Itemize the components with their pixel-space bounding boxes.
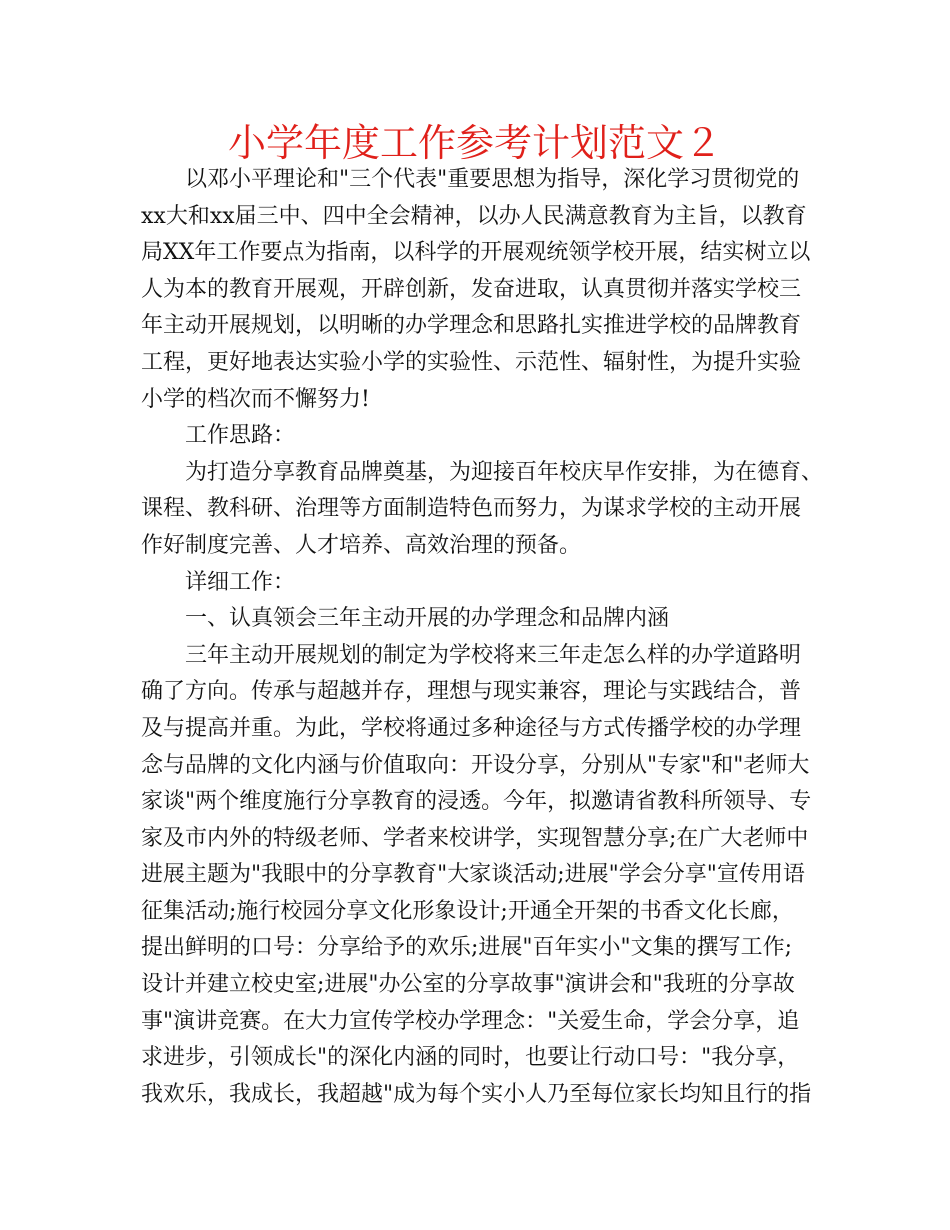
paragraph — [141, 162, 821, 418]
paragraph-line: 小学的档次而不懈努力! — [141, 386, 370, 412]
paragraph-line: 为打造分享教育品牌奠基，为迎接百年校庆早作安排，为在德育、 — [185, 459, 824, 485]
paragraph-line: 工程，更好地表达实验小学的实验性、示范性、辐射性，为提升实验 — [141, 349, 802, 375]
paragraph — [141, 418, 821, 455]
paragraph-line: 念与品牌的文化内涵与价值取向：开设分享，分别从"专家"和"老师大 — [141, 752, 810, 778]
paragraph-line: 求进步，引领成长"的深化内涵的同时，也要让行动口号："我分享， — [141, 1045, 800, 1071]
paragraph-line: 家及市内外的特级老师、学者来校讲学，实现智慧分享;在广大老师中 — [141, 825, 809, 851]
paragraph-line: 三年主动开展规划的制定为学校将来三年走怎么样的办学道路明 — [185, 642, 802, 668]
paragraph-line: 提出鲜明的口号：分享给予的欢乐;进展"百年实小"文集的撰写工作; — [141, 935, 793, 961]
paragraph-line: 确了方向。传承与超越并存，理想与现实兼容，理论与实践结合，普 — [141, 679, 802, 705]
paragraph-line: 一、认真领会三年主动开展的办学理念和品牌内涵 — [185, 606, 670, 632]
paragraph-line: 我欢乐，我成长，我超越"成为每个实小人乃至每位家长均知且行的指 — [141, 1081, 812, 1107]
paragraph — [141, 601, 821, 638]
paragraph-line: 征集活动;施行校园分享文化形象设计;开通全开架的书香文化长廊， — [141, 898, 794, 924]
paragraph-line: xx大和xx届三中、四中全会精神，以办人民满意教育为主旨，以教育 — [141, 203, 807, 229]
paragraph-line: 设计并建立校史室;进展"办公室的分享故事"演讲会和"我班的分享故 — [141, 972, 795, 998]
paragraph-line: 年主动开展规划，以明晰的办学理念和思路扎实推进学校的品牌教育 — [141, 313, 802, 339]
paragraph-line: 作好制度完善、人才培养、高效治理的预备。 — [141, 532, 582, 558]
paragraph-line: 课程、教科研、治理等方面制造特色而努力，为谋求学校的主动开展 — [141, 496, 802, 522]
paragraph-line: 事"演讲竞赛。在大力宣传学校办学理念："关爱生命，学会分享，追 — [141, 1008, 800, 1034]
paragraph-line: 及与提高并重。为此，学校将通过多种途径与方式传播学校的办学理 — [141, 715, 802, 741]
paragraph — [141, 638, 821, 1114]
paragraph-line: 局XX年工作要点为指南，以科学的开展观统领学校开展，结实树立以 — [141, 240, 811, 266]
paragraph-line: 以邓小平理论和"三个代表"重要思想为指导，深化学习贯彻党的 — [185, 167, 800, 192]
paragraph-line: 详细工作： — [185, 569, 296, 595]
document-title: 小学年度工作参考计划范文２ — [227, 121, 722, 165]
paragraph-line: 人为本的教育开展观，开辟创新，发奋进取，认真贯彻并落实学校三 — [141, 276, 802, 302]
document-body — [141, 162, 824, 1113]
paragraph — [141, 565, 821, 602]
paragraph-line: 工作思路： — [185, 423, 296, 449]
paragraph — [141, 455, 824, 565]
paragraph-line: 家谈"两个维度施行分享教育的浸透。今年，拟邀请省教科所领导、专 — [141, 789, 812, 815]
paragraph-line: 进展主题为"我眼中的分享教育"大家谈活动;进展"学会分享"宣传用语 — [141, 862, 805, 888]
